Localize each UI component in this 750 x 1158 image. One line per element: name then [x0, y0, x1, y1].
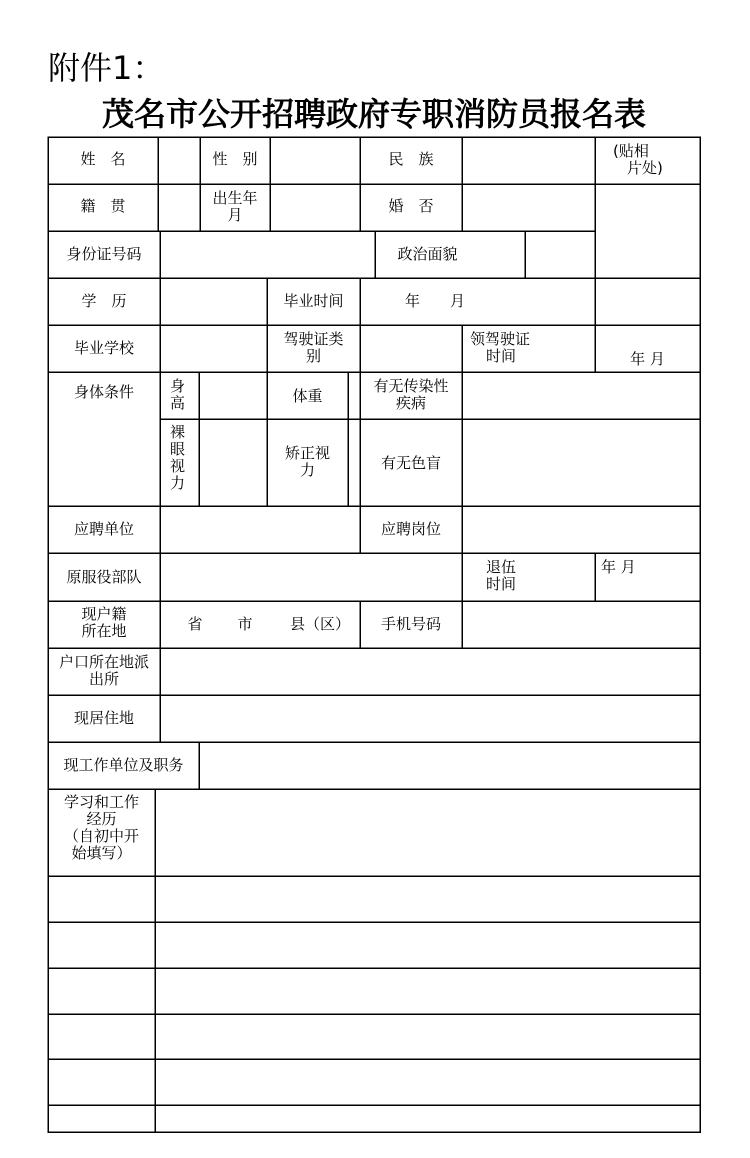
work-label: 现工作单位及职务	[63, 756, 184, 774]
address-label: 现居住地	[73, 709, 134, 727]
naked-eye-label	[160, 424, 199, 492]
height-label	[160, 378, 199, 412]
infectious-line-1: 有无传染性	[373, 377, 449, 395]
license-time-line-2: 时间	[486, 347, 517, 365]
native-place-label: 籍 贯	[80, 197, 126, 215]
naked-eye-line-1: 裸	[170, 423, 186, 441]
physical-label: 身体条件	[73, 383, 134, 401]
resume-line-2: 经历	[86, 810, 117, 828]
police-line-2: 出所	[88, 670, 119, 688]
corrected-vision-label	[267, 445, 348, 479]
retire-line-1: 退伍	[486, 558, 517, 576]
birth-line-1: 出生年	[212, 189, 258, 207]
resume-line-1: 学习和工作	[63, 793, 139, 811]
weight-label: 体重	[292, 387, 323, 405]
license-year-month: 年 月	[630, 350, 665, 368]
grad-year-month: 年 月	[404, 292, 465, 310]
retire-line-2: 时间	[486, 575, 517, 593]
license-time-label	[462, 331, 595, 365]
hukou-label	[48, 606, 160, 640]
resume-label	[48, 794, 155, 862]
ethnicity-label: 民 族	[388, 150, 434, 168]
height-line-1: 身	[170, 377, 186, 395]
province-label: 省	[187, 615, 203, 633]
hukou-line-1: 现户籍	[81, 605, 127, 623]
license-type-line-2: 别	[305, 347, 321, 365]
photo-placeholder	[595, 143, 700, 177]
license-type-label	[267, 331, 360, 365]
color-blind-label: 有无色盲	[380, 454, 441, 472]
resume-line-3: （自初中开	[63, 827, 139, 845]
infectious-line-2: 疾病	[395, 394, 426, 412]
grad-time-label: 毕业时间	[283, 292, 344, 310]
photo-line-1: (贴相	[613, 142, 649, 160]
naked-eye-line-3: 视	[170, 457, 186, 475]
height-line-2: 高	[170, 394, 186, 412]
police-station-label	[48, 654, 160, 688]
corrected-line-2: 力	[299, 461, 315, 479]
attachment-label: 附件1：	[48, 49, 165, 87]
county-label: 县（区）	[289, 615, 350, 633]
police-line-1: 户口所在地派	[58, 653, 149, 671]
name-label: 姓 名	[80, 150, 126, 168]
marital-label: 婚 否	[388, 197, 434, 215]
political-label: 政治面貌	[397, 245, 458, 263]
gender-label: 性 别	[212, 150, 258, 168]
city-label: 市	[237, 615, 253, 633]
id-number-label: 身份证号码	[66, 245, 142, 263]
form-title: 茂名市公开招聘政府专职消防员报名表	[101, 95, 646, 133]
corrected-line-1: 矫正视	[284, 444, 330, 462]
hukou-line-2: 所在地	[81, 622, 127, 640]
apply-unit-label: 应聘单位	[73, 520, 134, 538]
license-type-line-1: 驾驶证类	[283, 330, 344, 348]
resume-line-4: 始填写）	[71, 844, 132, 862]
naked-eye-line-2: 眼	[170, 440, 186, 458]
mobile-label: 手机号码	[380, 615, 441, 633]
apply-post-label: 应聘岗位	[380, 520, 441, 538]
birth-label	[200, 190, 270, 224]
army-unit-label: 原服役部队	[66, 568, 142, 586]
birth-line-2: 月	[227, 206, 243, 224]
retire-time-label	[462, 559, 595, 593]
infectious-label	[360, 378, 462, 412]
school-label: 毕业学校	[73, 339, 134, 357]
retire-year-month: 年 月	[601, 558, 636, 576]
license-time-line-1: 领驾驶证	[470, 330, 531, 348]
photo-line-2: 片处)	[627, 159, 663, 177]
education-label: 学 历	[81, 292, 127, 310]
naked-eye-line-4: 力	[170, 474, 186, 492]
